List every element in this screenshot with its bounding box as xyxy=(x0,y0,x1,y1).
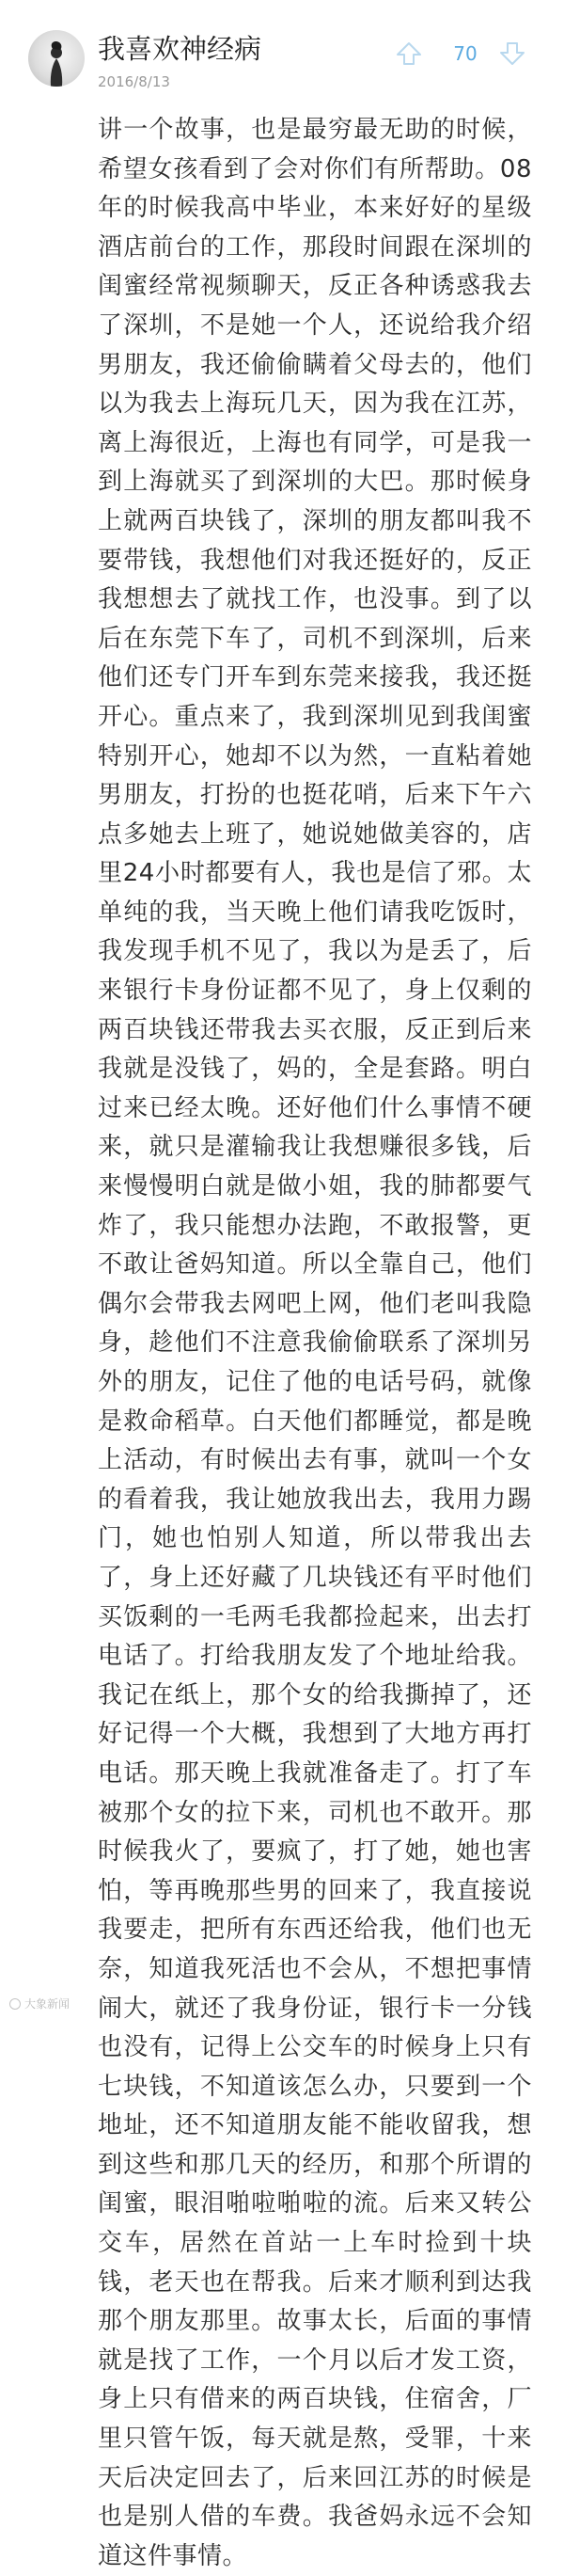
username[interactable]: 我喜欢神经病 xyxy=(98,33,262,65)
watermark xyxy=(9,1996,70,2012)
post-date: 2016/8/13 xyxy=(98,73,170,90)
watermark-text: 大象新闻 xyxy=(24,1997,70,2011)
arrow-up-icon xyxy=(393,38,425,70)
vote-count: 70 xyxy=(453,42,478,65)
downvote-button[interactable] xyxy=(496,38,528,70)
avatar[interactable] xyxy=(28,30,85,87)
avatar-figure-icon xyxy=(28,30,85,87)
post-body: 讲一个故事，也是最穷最无助的时候，希望女孩看到了会对你们有所帮助。08年的时候我高中毕业，本来好好的星级酒店前台的工作，那段时间跟在深圳的闺蜜经常视频聊天，反正各种诱惑我去了深圳，不是她一个人，还说给我介绍男朋友，我还偷偷瞒着父母去的，他们以为我去上海玩几天，因为我在江苏，离上海很近，上海也有同学，可是我一到上海就买了到深圳的大巴。那时候身上就两百块钱了，深圳的朋友都叫我不要带钱，我想他们对我还挺好的，反正我想想去了就找工作，也没事。到了以后在东莞下车了，司机不到深圳，后来他们还专门开车到东莞来接我，我还挺开心。重点来了，我到深圳见到我闺蜜特别开心，她却不以为然，一直粘着她男朋友，打扮的也挺花哨，后来下午六点多她去上班了，她说她做美容的，店里24小时都要有人，我也是信了邪。太单纯的我，当天晚上他们请我吃饭时，我发现手机不见了，我以为是丢了，后来银行卡身份证都不见了，身上仅剩的两百块钱还带我去买衣服，反正到后来我就是没钱了，妈的，全是套路。明白过来已经太晚。还好他们什么事情不硬来，就只是灌输我让我想赚很多钱，后来慢慢明白就是做小姐，我的肺都要气炸了，我只能想办法跑，不敢报警，更不敢让爸妈知道。所以全靠自己，他们偶尔会带我去网吧上网，他们老叫我隐身，趁他们不注意我偷偷联系了深圳另外的朋友，记住了他的电话号码，就像是救命稻草。白天他们都睡觉，都是晚上活动，有时候出去有事，就叫一个女的看着我，我让她放我出去，我用力踢门，她也怕别人知道，所以带我出去了，身上还好藏了几块钱还有平时他们买饭剩的一毛两毛我都捡起来，出去打电话了。打给我朋友发了个地址给我。我记在纸上，那个女的给我撕掉了，还好记得一个大概，我想到了大地方再打电话。那天晚上我就准备走了。打了车被那个女的拉下来，司机也不敢开。那时候我火了，要疯了，打了她，她也害怕，等再晚那些男的回来了，我直接说我要走，把所有东西还给我，他们也无奈，知道我死活也不会从，不想把事情闹大，就还了我身份证，银行卡一分钱也没有，记得上公交车的时候身上只有七块钱，不知道该怎么办，只要到一个地址，还不知道朋友能不能收留我，想到这些和那几天的经历，和那个所谓的闺蜜，眼泪啪啦啪啦的流。后来又转公交车，居然在首站一上车时捡到十块钱，老天也在帮我。后来才顺利到达我那个朋友那里。故事太长，后面的事情就是找了工作，一个月以后才发工资，身上只有借来的两百块钱，住宿舍，厂里只管午饭，每天就是熬，受罪，十来天后决定回去了，后来回江苏的时候是也是别人借的车费。我爸妈永远不会知道这件事情。 xyxy=(98,116,532,2570)
arrow-down-icon xyxy=(496,38,528,70)
watermark-logo-icon xyxy=(9,1998,21,2010)
upvote-button[interactable] xyxy=(393,38,425,70)
post-header xyxy=(0,0,564,105)
